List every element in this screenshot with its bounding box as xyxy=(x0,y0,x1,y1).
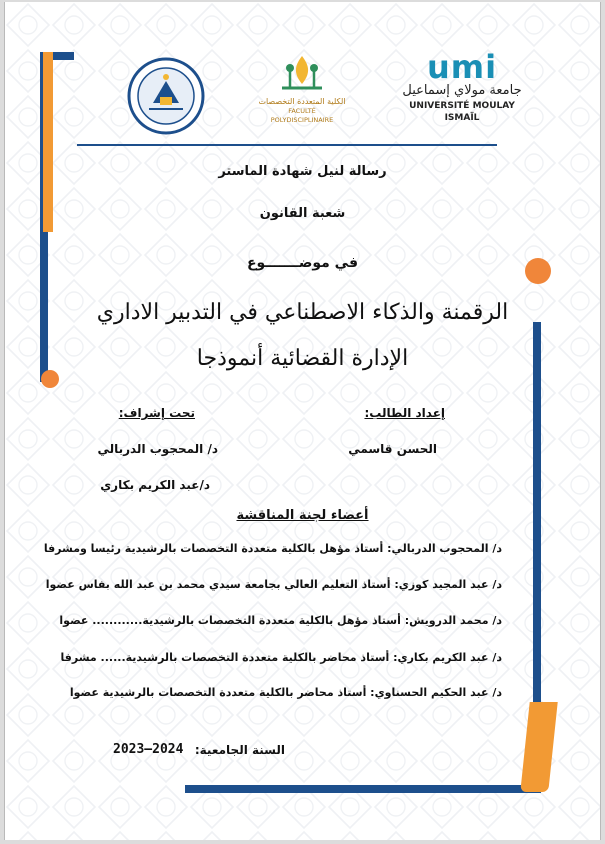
supervision-label: تحت إشراف: xyxy=(118,406,195,420)
thesis-title-line2: الإدارة القضائية أنموذجا xyxy=(196,346,409,371)
document-page xyxy=(4,2,601,840)
degree-line: رسالة لنيل شهادة الماستر xyxy=(218,164,387,179)
committee-member: د/ عبد الحكيم الحسناوي: أستاذ محاضر بالكلية متعددة التخصصات بالرشيدية عضوا xyxy=(69,686,502,699)
faculty-name-fr: FACULTÉ POLYDISCIPLINAIRE xyxy=(270,107,334,124)
faculty-logo xyxy=(257,54,347,124)
track-line: شعبة القانون xyxy=(259,206,346,221)
student-label: إعداد الطالب: xyxy=(364,406,445,420)
committee-label: أعضاء لجنة المناقشة xyxy=(236,508,369,523)
frame-accent-left xyxy=(43,52,53,232)
committee-member: د/ محمد الدرويش: أستاذ مؤهل بالكلية متعددة التخصصات بالرشيدية............ عضوا xyxy=(59,614,502,627)
academic-year-label: السنة الجامعية: xyxy=(194,743,285,757)
university-name-ar: جامعة مولاي إسماعيل xyxy=(402,83,522,98)
thesis-title-line1: الرقمنة والذكاء الاصطناعي في التدبير الاداري xyxy=(96,300,509,325)
university-name-fr: UNIVERSITÉ MOULAY ISMAÏL xyxy=(409,101,515,123)
supervisor-2: د/عبد الكريم بكاري xyxy=(100,478,210,492)
lab-seal-logo xyxy=(127,57,205,135)
committee-member: د/ المحجوب الدربالي: أستاذ مؤهل بالكلية متعددة التخصصات بالرشيدية رئيسا ومشرفا xyxy=(43,542,502,555)
university-logo xyxy=(397,48,527,124)
background-pattern xyxy=(5,2,600,840)
committee-member: د/ عبد المجيد كوزي: أستاذ التعليم العالي بجامعة سيدي محمد بن عبد الله بفاس عضوا xyxy=(45,578,502,591)
student-name: الحسن قاسمي xyxy=(348,442,437,456)
committee-member: د/ عبد الكريم بكاري: أستاذ محاضر بالكلية متعددة التخصصات بالرشيدية...... مشرفا xyxy=(60,651,502,664)
academic-year-value: 2023–2024 xyxy=(113,742,184,757)
subject-label: في موضـــــــوع xyxy=(246,255,358,271)
supervisor-1: د/ المحجوب الدربالي xyxy=(97,442,218,456)
umi-mark: umi xyxy=(426,48,498,86)
faculty-name-ar: الكلية المتعددة التخصصات xyxy=(258,97,346,106)
frame-bar-bottom xyxy=(185,785,541,793)
decor-dot-left xyxy=(41,370,59,388)
header-rule xyxy=(77,144,497,146)
